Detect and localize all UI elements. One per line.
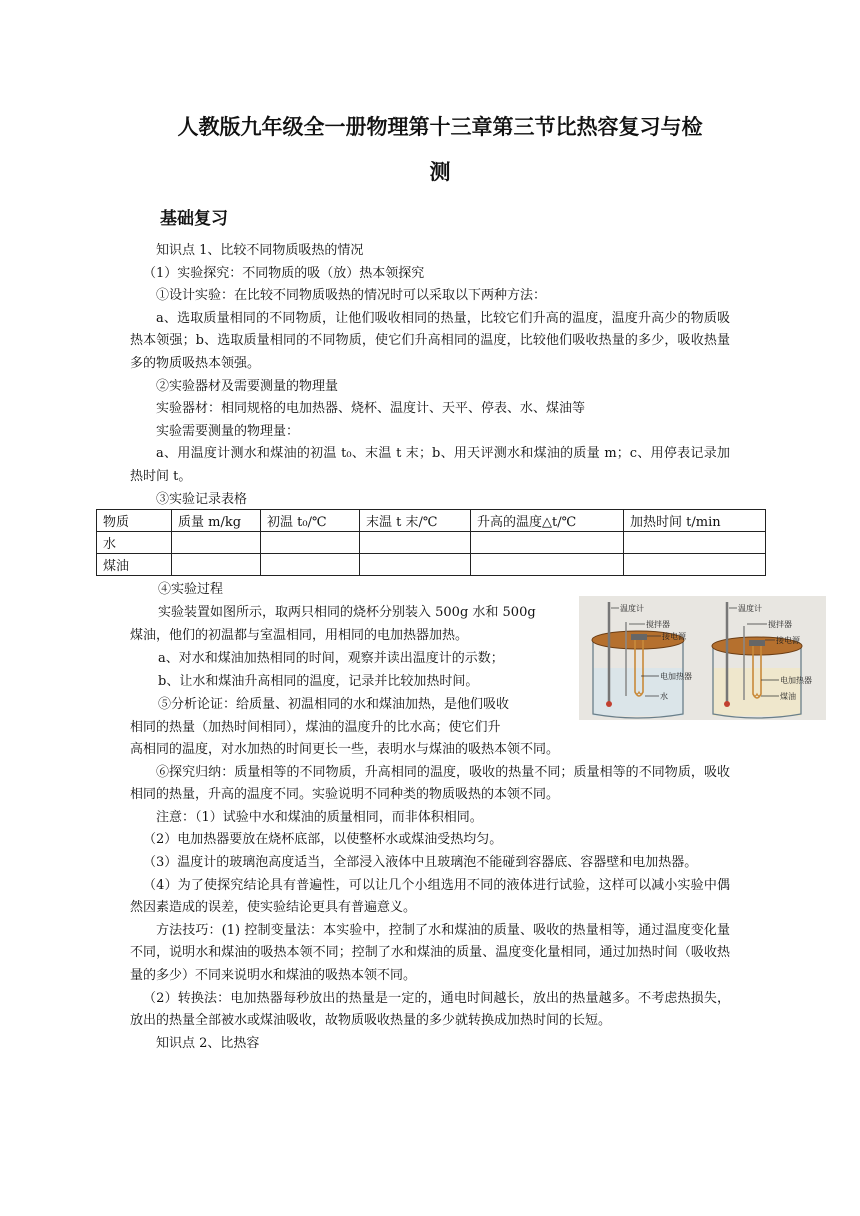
table-cell	[471, 554, 624, 576]
paragraph: （3）温度计的玻璃泡高度适当，全部浸入液体中且玻璃泡不能碰到容器底、容器壁和电加热器。	[143, 854, 698, 870]
paragraph: ②实验器材及需要测量的物理量	[156, 378, 339, 394]
figure-label: 接电源	[776, 636, 800, 645]
experiment-apparatus-figure	[579, 596, 826, 720]
body-text-top	[130, 240, 730, 511]
paragraph: 高相同的温度，对水加热的时间更长一些，表明水与煤油的吸热本领不同。	[130, 742, 560, 757]
figure-label: 搅拌器	[646, 620, 670, 629]
paragraph: ①设计实验：在比较不同物质吸热的情况时可以采取以下两种方法：	[156, 288, 547, 304]
table-cell	[624, 554, 766, 576]
table-header-cell: 末温 t 末/℃	[360, 510, 471, 532]
table-cell	[261, 532, 360, 554]
table-cell	[172, 532, 261, 554]
table-cell	[624, 532, 766, 554]
title-line-2: 测	[429, 160, 451, 184]
figure-label: 接电源	[662, 632, 686, 641]
figure-label: 电加热器	[780, 676, 812, 685]
section-heading: 基础复习	[160, 209, 228, 229]
figure-label: 搅拌器	[768, 620, 792, 629]
title-line-1: 人教版九年级全一册物理第十三章第三节比热容复习与检	[177, 115, 703, 139]
paragraph: 注意：（1）试验中水和煤油的质量相同，而非体积相同。	[156, 809, 483, 825]
text-line: ⑤分析论证：给质量、初温相同的水和煤油加热，是他们吸收	[158, 697, 510, 712]
paragraph: （4）为了使探究结论具有普遍性，可以让几个小组选用不同的液体进行试验，这样可以减小实验中偶然因素造成的误差，使实验结论更具有普遍意义。	[130, 877, 730, 916]
table-cell	[172, 554, 261, 576]
table-cell	[360, 554, 471, 576]
paragraph: （1）实验探究：不同物质的吸（放）热本领探究	[143, 265, 425, 281]
paragraph: （2）电加热器要放在烧杯底部，以使整杯水或煤油受热均匀。	[143, 832, 503, 848]
table-header-cell: 加热时间 t/min	[624, 510, 766, 532]
table-header-cell: 初温 t₀/℃	[261, 510, 360, 532]
table-cell: 水	[97, 532, 172, 554]
figure-label: 电加热器	[660, 672, 692, 681]
step4-heading: ④实验过程	[158, 582, 224, 597]
paragraph: 实验器材：相同规格的电加热器、烧杯、温度计、天平、停表、水、煤油等	[156, 401, 586, 417]
table-row	[97, 554, 766, 576]
table-header-cell: 物质	[97, 510, 172, 532]
table-header-cell: 质量 m/kg	[172, 510, 261, 532]
paragraph: a、选取质量相同的不同物质，让他们吸收相同的热量，比较它们升高的温度，温度升高少的物质吸热本领强；b、选取质量相同的不同物质，使它们升高相同的温度，比较他们吸收热量的多少，吸收热量多的物质吸热本领强。	[130, 310, 730, 371]
text-line: b、让水和煤油升高相同的温度，记录并比较加热时间。	[158, 674, 479, 689]
table-cell	[471, 532, 624, 554]
paragraph: a、用温度计测水和煤油的初温 t₀、末温 t 末；b、用天评测水和煤油的质量 m；c、用停表记录加热时间 t。	[130, 446, 730, 484]
paragraph: 知识点 2、比热容	[156, 1035, 260, 1051]
figure-label: 温度计	[738, 604, 762, 613]
paragraph: ③实验记录表格	[156, 491, 248, 507]
body-text-bottom	[130, 739, 730, 1055]
table-header-row	[97, 510, 766, 532]
figure-label: 煤油	[780, 692, 796, 701]
text-line: 煤油，他们的初温都与室温相同，用相同的电加热器加热。	[130, 628, 469, 643]
table-header-cell: 升高的温度△t/℃	[471, 510, 624, 532]
table-row	[97, 532, 766, 554]
document-title	[110, 105, 770, 195]
figure-label: 水	[660, 692, 668, 701]
text-line: 实验装置如图所示，取两只相同的烧杯分别装入 500g 水和 500g	[158, 605, 536, 620]
table-cell	[360, 532, 471, 554]
paragraph: 实验需要测量的物理量：	[156, 423, 300, 439]
text-line: a、对水和煤油加热相同的时间，观察并读出温度计的示数；	[158, 651, 504, 666]
record-table	[96, 509, 766, 576]
text-line: 相同的热量（加热时间相同），煤油的温度升的比水高；使它们升	[130, 720, 501, 735]
table-cell	[261, 554, 360, 576]
table-cell: 煤油	[97, 554, 172, 576]
paragraph: 知识点 1、比较不同物质吸热的情况	[156, 243, 364, 258]
paragraph: ⑥探究归纳：质量相等的不同物质，升高相同的温度，吸收的热量不同；质量相等的不同物质，吸收相同的热量，升高的温度不同。实验说明不同种类的物质吸热的本领不同。	[130, 764, 730, 803]
paragraph: 方法技巧：(1) 控制变量法：本实验中，控制了水和煤油的质量、吸收的热量相等，通过温度变化量不同，说明水和煤油的吸热本领不同；控制了水和煤油的质量、温度变化量相同，通过加热时间（吸收热量的多少）不同来说明水和煤油的吸热本领不同。	[130, 922, 730, 983]
paragraph: （2）转换法：电加热器每秒放出的热量是一定的，通电时间越长，放出的热量越多。不考虑热损失，放出的热量全部被水或煤油吸收，故物质吸收热量的多少就转换成加热时间的长短。	[130, 990, 730, 1029]
figure-label: 温度计	[620, 604, 644, 613]
